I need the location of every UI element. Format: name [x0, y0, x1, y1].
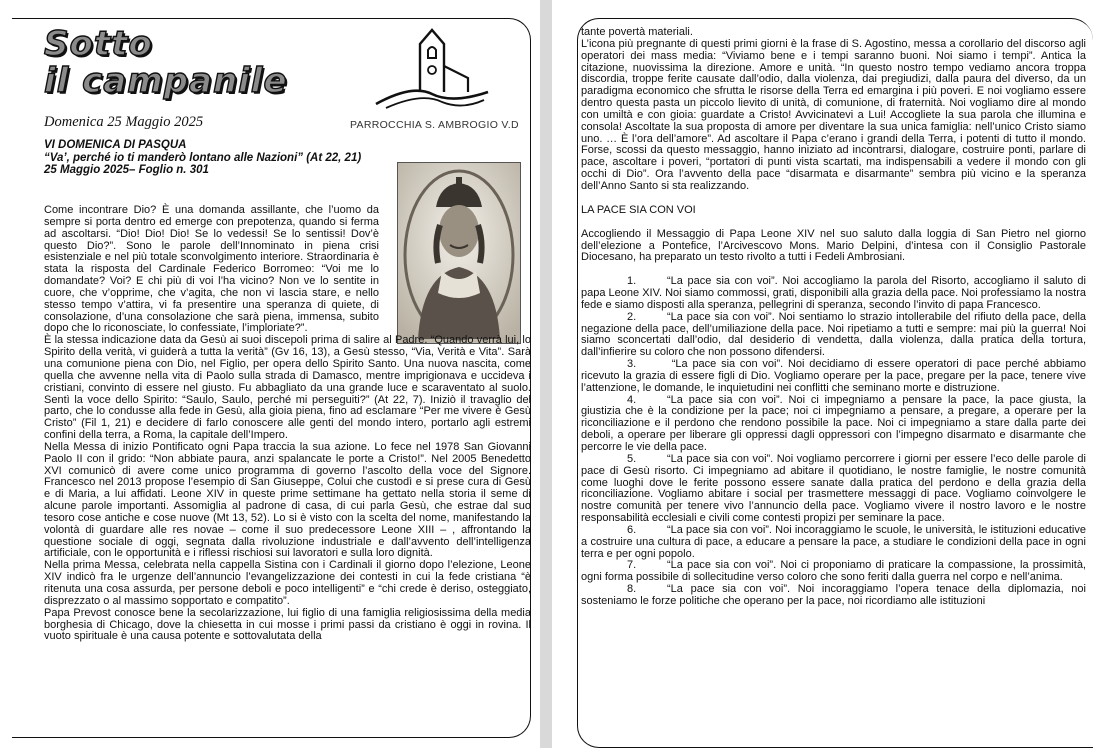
masthead-line-2: il campanile — [44, 61, 288, 101]
item-text: “La pace sia con voi”. Noi ci proponiamo di praticare la compassione, la prossimità, ogni forma possibile di sollecitudine verso coloro che sono feriti dalla guerra nel corpo e nell’anima. — [581, 559, 1086, 584]
item-number: 6. — [627, 523, 637, 536]
sunday-verse: “Va’, perché io ti manderò lontano alle Nazioni” (At 22, 21) — [44, 151, 362, 164]
item-text: “La pace sia con voi”. Noi ci impegniamo a pensare la pace, la pace giusta, la giustizia che è la condizione per la pace; noi ci impegniamo a pensare, a pregare, a operare per la riconciliazione e il perdono che rendono possibile la pace. Noi ci impegniamo a stare dalla parte dei deboli, a operare per liberare gli oppressi dagli oppressori con l’impegno disarmato e disarmante che percorre le vie della pace. — [581, 393, 1086, 453]
right-paragraph-1: tante povertà materiali. — [581, 26, 693, 38]
sheet-number: 25 Maggio 2025– Foglio n. 301 — [44, 164, 209, 176]
item-number: 2. — [627, 310, 637, 323]
list-item — [581, 395, 1086, 454]
list-item — [581, 560, 1086, 584]
item-text: “La pace sia con voi”. Noi decidiamo di essere operatori di pace perché abbiamo ricevuto la grazia di essere figli di Dio. Vogliamo operare per la pace, pregare per la pace, tenere vive l’attenzione, le domande, le inquietudini nei conflitti che seminano morte e distruzione. — [581, 358, 1086, 394]
left-paragraph-4: Nella prima Messa, celebrata nella cappella Sistina con i Cardinali il giorno dopo l’elezione, Leone XIV indicò fra le urgenze dell’annuncio l’evangelizzazione dei contesti in cui la fede cristiana “è ritenuta una cosa assurda, per persone deboli e poco intelligenti” e “chi crede è deriso, osteggiato, disprezzato o al massimo sopportato e compatito”. — [44, 559, 531, 607]
item-number: 7. — [627, 559, 637, 572]
item-number: 4. — [627, 393, 637, 406]
right-paragraph-2: L’icona più pregnante di questi primi giorni è la frase di S. Agostino, messa a corollario del discorso agli operatori dei mass media: “Viviamo bene e i tempi saranno buoni. Noi siamo i tempi”. Antica la citazione, nuovissima la direzione. Amore e unità. “In questo nostro tempo vediamo ancora troppa discordia, troppe ferite causate dall’odio, dalla violenza, dai pregiudizi, dalla paura del diverso, da un paradigma economico che sfrutta le risorse della Terra ed emargina i più poveri. E noi vogliamo essere dentro questa pasta un piccolo lievito di unità, di comunione, di fraternità. Noi vogliamo dire al mondo con umiltà e con gioia: guardate a Cristo! Avvicinatevi a Lui! Accogliete la sua parola che illumina e consola! Ascoltate la sua proposta di amore per diventare la sua unica famiglia: nell’unico Cristo siamo uno. … È l’ora dell’amore”. Ad ascoltare il Papa c’erano i grandi della Terra, i potenti di tutto il mondo. Forse, scossi da questo messaggio, hanno iniziato ad incontrarsi, dialogare, costruire ponti, parlare di pace, ascoltare i poveri, “portatori di punti vista scartati, ma indispensabili a vedere il mondo con gli occhi di Dio”. Ora l’avvento della pace “disarmata e disarmante” sembra più vicino e la speranza dell’Anno Santo si sta realizzando. — [581, 37, 1086, 192]
item-number: 5. — [627, 452, 637, 465]
sunday-header — [44, 139, 384, 177]
item-text: “La pace sia con voi”. Noi accogliamo la parola del Risorto, accogliamo il saluto di papa Leone XIV. Noi siamo commossi, grati, disponibili alla grazia della pace. Noi professiamo la nostra fede e siamo disposti alla speranza, pellegrini di speranza, secondo l’invito di papa Francesco. — [581, 275, 1086, 311]
list-item — [581, 454, 1086, 525]
parish-name: PARROCCHIA S. AMBROGIO V.D — [350, 119, 519, 131]
intro-paragraph: Accogliendo il Messaggio di Papa Leone XIV nel suo saluto dalla loggia di San Pietro nel giorno dell’elezione a Pontefice, l’Arcivescovo Mons. Mario Delpini, d’intesa con il Consiglio Pastorale Diocesano, ha preparato un testo rivolto a tutti i Fedeli Ambrosiani. — [581, 227, 1086, 264]
item-text: “La pace sia con voi”. Noi incoraggiamo le scuole, le università, le istituzioni educative a costruire una cultura di pace, a educare a pensare la pace, a studiare le condizioni della pace in ogni terra e per ogni popolo. — [581, 523, 1086, 560]
item-number: 1. — [627, 275, 637, 288]
list-item — [581, 276, 1086, 312]
masthead-title — [44, 26, 288, 100]
list-item — [581, 525, 1086, 561]
section-heading: LA PACE SIA CON VOI — [581, 203, 696, 216]
left-paragraph-1: Come incontrare Dio? È una domanda assillante, che l’uomo da sempre si porta dentro ed emerge con prepotenza, quando si ferma ad ascoltarsi. “Dio! Dio! Dio! Se lo vedessi! Se lo sentissi! Dov’è questo Dio?”. Sono le parole dell’Innominato in piena crisi esistenziale e nel più totale sconvolgimento interiore. Straordinaria è stata la risposta del Cardinale Federico Borromeo: “Voi me lo domandate? Voi? E chi più di voi l’ha vicino? Non ve lo sentite in cuore, che v’opprime, che v’agita, che non vi lascia stare, e nello stesso tempo v’attira, vi fa presentire una speranza di quiete, di consolazione, d’una consolazione che sarà piena, immensa, subito dopo che lo riconosciate, lo confessiate, l’imploriate?”. — [44, 204, 379, 335]
bell-tower-logo-icon — [372, 22, 490, 114]
item-number: 3. — [627, 358, 637, 371]
item-text: “La pace sia con voi”. Noi vogliamo percorrere i giorni per essere l’eco delle parole di pace di Gesù risorto. Ci impegniamo ad abitare il quotidiano, le nostre famiglie, le nostre comunità come luoghi dove le ferite possono essere sanate dalla pratica del perdono e della grazia della riconciliazione. Vogliamo abitare i social per trasmettere messaggi di pace. Vogliamo coinvolgere le nostre comunità per tenere vivo l’annuncio della pace. Vogliamo vivere il nostro lavoro e le nostre responsabilità ecclesiali e civili come contesti propizi per seminare la pace. — [581, 452, 1086, 525]
left-paragraph-2: È la stessa indicazione data da Gesù ai suoi discepoli prima di salire al Padre. “Quando verrà lui, lo Spirito della verità, vi guiderà a tutta la verità” (Gv 16, 13), a Gesù stesso, “Via, Verità e Vita”. Sarà una comunione piena con Dio, nel Figlio, per opera dello Spirito Santo. Una nuova nascita, come quella che avvenne nella vita di Paolo sulla strada di Damasco, mentre imprigionava e uccideva i cristiani, convinto di essere nel giusto. Fu abbagliato da una grande luce e scaraventato al suolo. Sentì la voce dello Spirito: “Saulo, Saulo, perché mi perseguiti?” (At 22, 7). Iniziò il travaglio del parto, che lo condusse alla fede in Gesù, alla gioia piena, fino ad esclamare “Per me vivere è Gesù Cristo” (Fil 1, 21) e decidere di farlo conoscere alle genti del mondo intero, portarlo agli estremi confini della terra, a Roma, la capitale dell’Impero. — [44, 334, 531, 442]
masthead-line-1: Sotto — [44, 24, 153, 64]
left-article — [44, 205, 531, 643]
right-article — [581, 27, 1086, 608]
item-number: 8. — [627, 583, 637, 596]
item-text: “La pace sia con voi”. Noi incoraggiamo l’opera tenace della diplomazia, noi sosteniamo le forze politiche che operano per la pace, noi ricordiamo alle istituzioni — [581, 583, 1086, 607]
left-paragraph-5: Papa Prevost conosce bene la secolarizzazione, lui figlio di una famiglia religiosissima della media borghesia di Chicago, dove la chiesetta in cui mosse i primi passi da cristiano è oggi in rovina. Il vuoto spirituale è una causa potente e sottovalutata della — [44, 606, 531, 643]
list-item — [581, 312, 1086, 359]
sunday-title: VI DOMENICA DI PASQUA — [44, 139, 187, 151]
item-text: “La pace sia con voi”. Noi sentiamo lo strazio intollerabile del rifiuto della pace, della negazione della pace, dell’umiliazione della pace. Noi ripetiamo a tutti e sempre: mai più la guerra! Noi siamo sconcertati dall’odio, dal desiderio di vendetta, dalla violenza, dalla pratica della tortura, dall’infierire su coloro che non possono difendersi. — [581, 310, 1086, 359]
left-paragraph-3: Nella Messa di inizio Pontificato ogni Papa traccia la sua azione. Lo fece nel 1978 San Giovanni Paolo II con il grido: “Non abbiate paura, anzi spalancate le porte a Cristo!”. Nel 2005 Benedetto XVI comunicò di avere come unico programma di governo l’ascolto della voce del Signore. Francesco nel 2013 propose l’esempio di San Giuseppe, Colui che custodì e si prese cura di Gesù e di Maria, a lui affidati. Leone XIV in queste prime settimane ha gettato nella storia il seme di alcune parole importanti. Assomiglia al padrone di casa, di cui parla Gesù, che estrae dal suo tesoro cose antiche e cose nuove (Mt 13, 52). Lo si è visto con la scelta del nome, manifestando la volontà di guardare alle res novae – come il suo predecessore Leone XIII – , affrontando la questione sociale di oggi, segnata dalla rivoluzione industriale e dall’avvento dell’intelligenza artificiale, con le opportunità e i riflessi rischiosi sui lavoratori e sulla loro dignità. — [44, 440, 531, 560]
issue-date: Domenica 25 Maggio 2025 — [44, 114, 204, 130]
list-item — [581, 359, 1086, 395]
list-item — [581, 584, 1086, 608]
